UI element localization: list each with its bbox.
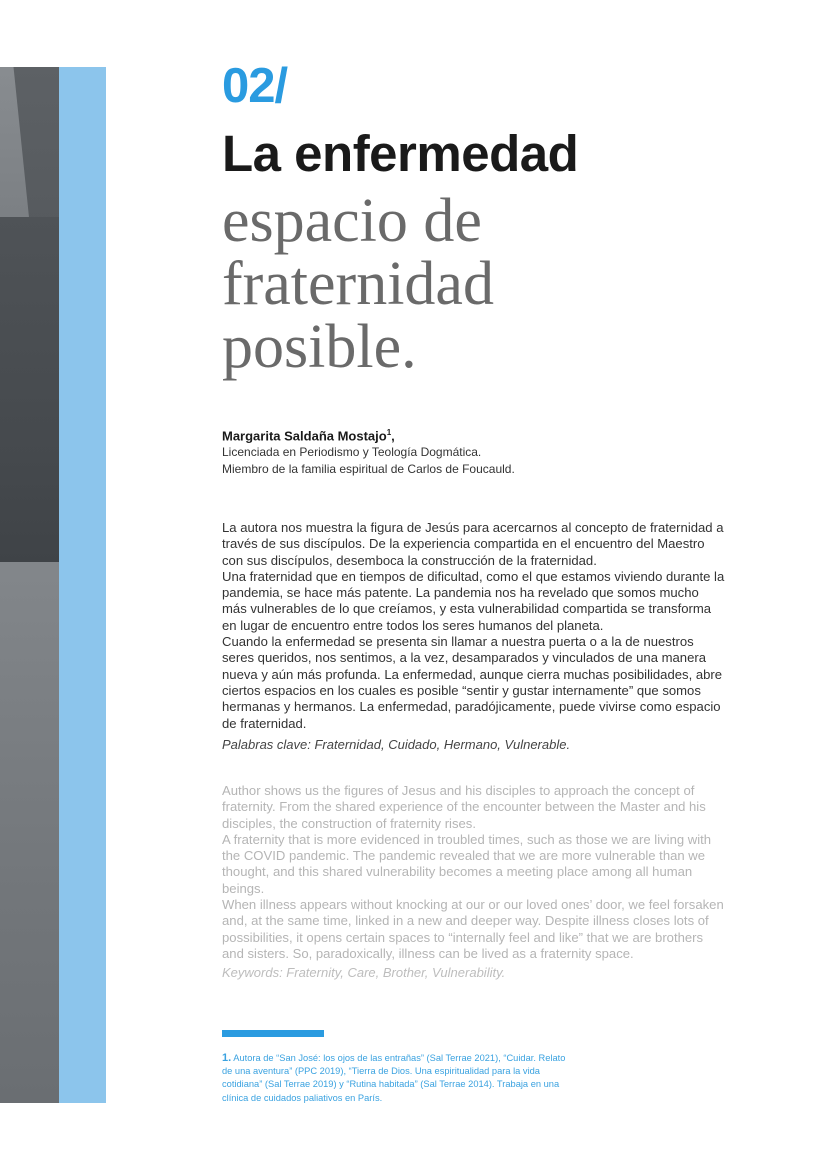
abstract-paragraph: La autora nos muestra la figura de Jesús para acercarnos al concepto de fraternidad a través de sus discípulos. De la experiencia compartida en el encuentro del Maestro con sus discípulos, desemboca la construcción de la fraternidad. (222, 520, 724, 568)
footnote-marker[interactable]: 1 (386, 428, 392, 437)
footnote-number: 1. (222, 1052, 232, 1064)
subtitle-line: espacio de (222, 187, 482, 255)
abstract-paragraph: Una fraternidad que en tiempos de dificultad, como el que estamos viviendo durante la pandemia, se hace más patente. La pandemia nos ha revelado que somos mucho más vulnerables de lo que creíamos, y esta vulnerabilidad compartida se transforma en lugar de encuentro entre todos los seres humanos del planeta. (222, 568, 725, 633)
abstract-paragraph: Author shows us the figures of Jesus and his disciples to approach the concept of fraternity. From the shared experience of the encounter between the Master and his disciples, the construction of fraternity rises. (222, 783, 706, 831)
author-credential: Miembro de la familia espiritual de Carlos de Foucauld. (222, 462, 515, 477)
keywords-english: Keywords: Fraternity, Care, Brother, Vulnerability. (222, 965, 506, 980)
author-credential: Licenciada en Periodismo y Teología Dogmática. (222, 445, 482, 460)
author-name-line (222, 424, 702, 444)
footnote-text: Autora de “San José: los ojos de las entrañas” (Sal Terrae 2021), “Cuidar. Relato de una aventura” (PPC 2019), “Tierra de Dios. Una espiritualidad para la vida cotidiana” (Sal Terrae 2019) y “Rutina habitada” (Sal Terrae 2014). Trabaja en una clínica de cuidados paliativos en París. (222, 1053, 566, 1103)
article-subtitle (222, 187, 642, 381)
abstract-paragraph: When illness appears without knocking at our or our loved ones’ door, we feel forsaken and, at the same time, linked in a new and deeper way. Despite illness closes lots of possibilities, it opens certain spaces to “internally feel and like” that we are brothers and sisters. So, paradoxically, illness can be lived as a fraternity space. (222, 897, 724, 961)
photo-dark-band (0, 217, 59, 562)
subtitle-line: posible. (222, 313, 417, 381)
author-name: Margarita Saldaña Mostajo (222, 428, 387, 444)
abstract-english (222, 783, 727, 962)
decorative-blue-strip (59, 67, 106, 1103)
abstract-spanish (222, 520, 727, 732)
abstract-paragraph: A fraternity that is more evidenced in troubled times, such as those we are living with the COVID pandemic. The pandemic revealed that we are more vulnerable than we thought, and this shared vulnerability becomes a meeting place among all human beings. (222, 831, 712, 896)
author-block (222, 424, 702, 478)
abstract-paragraph: Cuando la enfermedad se presenta sin llamar a nuestra puerta o a la de nuestros seres queridos, nos sentimos, a la vez, desamparados y vinculados de una manera nueva y aún más profunda. La enfermedad, aunque cierra muchas posibilidades, abre ciertos espacios en los cuales es posible “sentir y gustar internamente” que somos hermanas y hermanos. La enfermedad, paradójicamente, puede vivirse como espacio de fraternidad. (222, 634, 723, 731)
keywords-spanish: Palabras clave: Fraternidad, Cuidado, Hermano, Vulnerable. (222, 737, 571, 752)
subtitle-line: fraternidad (222, 250, 494, 318)
photo-light-streak (0, 67, 30, 227)
footnote-divider (222, 1030, 324, 1037)
author-name-comma: , (391, 428, 395, 444)
article-title: La enfermedad (222, 125, 579, 182)
decorative-side-photo (0, 67, 59, 1103)
section-number: 02/ (222, 59, 288, 113)
footnote (222, 1052, 567, 1105)
